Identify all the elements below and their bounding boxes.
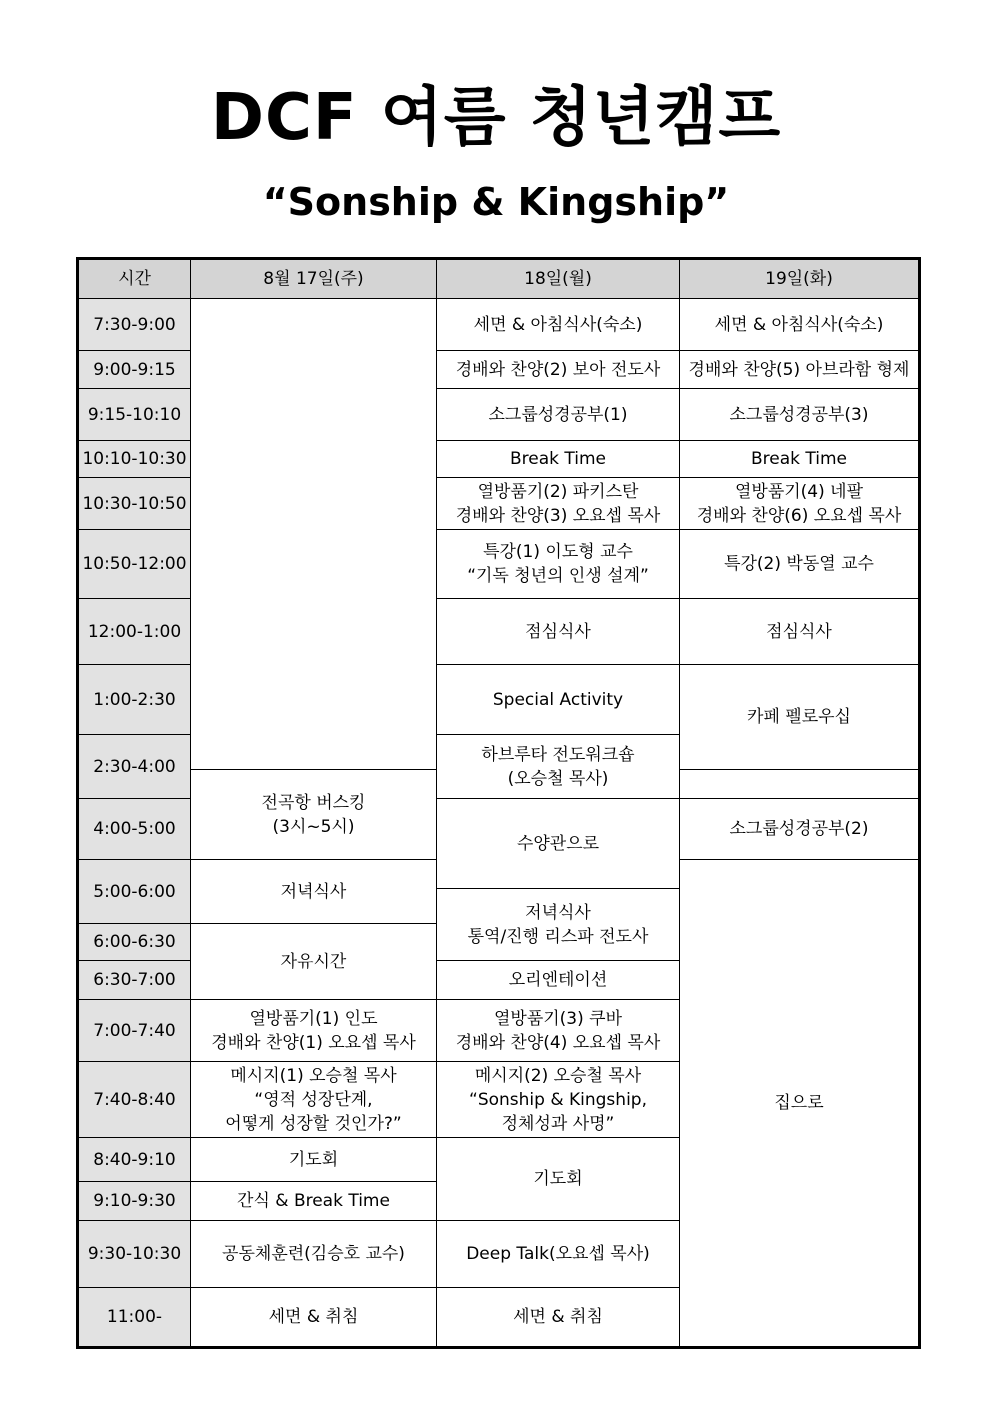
day2-prayer-fruit-2: 열방품기(3) 쿠바 경배와 찬양(4) 오요셉 목사 <box>437 1000 680 1062</box>
day1-empty-cell <box>191 299 437 770</box>
day3-worship: 경배와 찬양(5) 아브라함 형제 <box>680 351 920 389</box>
day2-lecture: 특강(1) 이도형 교수 “기독 청년의 인생 설계” <box>437 530 680 599</box>
time-cell: 10:10-10:30 <box>78 441 191 478</box>
day1-orientation: 오리엔테이션 <box>437 961 680 1000</box>
day3-prayer-fruit: 열방품기(4) 네팔 경배와 찬양(6) 오요셉 목사 <box>680 478 920 530</box>
header-row <box>78 259 920 299</box>
day3-go-home: 집으로 <box>680 860 920 1348</box>
time-cell: 12:00-1:00 <box>78 599 191 665</box>
schedule-table <box>76 257 921 1349</box>
column-header-time: 시간 <box>78 259 191 299</box>
time-cell: 6:30-7:00 <box>78 961 191 1000</box>
day2-breakfast: 세면 & 아침식사(숙소) <box>437 299 680 351</box>
time-cell: 10:50-12:00 <box>78 530 191 599</box>
time-cell: 9:10-9:30 <box>78 1182 191 1221</box>
time-cell: 7:40-8:40 <box>78 1062 191 1138</box>
day1-message: 메시지(1) 오승철 목사 “영적 성장단계, 어떻게 성장할 것인가?” <box>191 1062 437 1138</box>
day1-community-training: 공동체훈련(김승호 교수) <box>191 1221 437 1288</box>
time-cell: 9:30-10:30 <box>78 1221 191 1288</box>
day1-prayer-fruit: 열방품기(1) 인도 경배와 찬양(1) 오요셉 목사 <box>191 1000 437 1062</box>
day2-prayer-fruit: 열방품기(2) 파키스탄 경배와 찬양(3) 오요셉 목사 <box>437 478 680 530</box>
day1-bed: 세면 & 취침 <box>191 1288 437 1348</box>
day2-deep-talk: Deep Talk(오요셉 목사) <box>437 1221 680 1288</box>
column-header-day1: 8월 17일(주) <box>191 259 437 299</box>
day3-lunch: 점심식사 <box>680 599 920 665</box>
day2-small-group-2: 소그룹성경공부(2) <box>680 799 920 860</box>
time-cell: 7:30-9:00 <box>78 299 191 351</box>
day2-lunch: 점심식사 <box>437 599 680 665</box>
time-cell: 6:00-6:30 <box>78 924 191 961</box>
time-cell: 9:00-9:15 <box>78 351 191 389</box>
day3-breakfast: 세면 & 아침식사(숙소) <box>680 299 920 351</box>
day3-busking: 전곡항 버스킹 (3시~5시) <box>191 770 437 860</box>
column-header-day3: 19일(화) <box>680 259 920 299</box>
time-cell: 4:00-5:00 <box>78 799 191 860</box>
day3-lecture: 특강(2) 박동열 교수 <box>680 530 920 599</box>
time-cell: 7:00-7:40 <box>78 1000 191 1062</box>
day1-to-suyang: 수양관으로 <box>437 799 680 889</box>
day2-workshop: 하브루타 전도워크숍 (오승철 목사) <box>437 735 680 799</box>
column-header-day2: 18일(월) <box>437 259 680 299</box>
time-cell: 5:00-6:00 <box>78 860 191 924</box>
time-cell: 1:00-2:30 <box>78 665 191 735</box>
time-cell: 9:15-10:10 <box>78 389 191 441</box>
day2-worship: 경배와 찬양(2) 보아 전도사 <box>437 351 680 389</box>
page-title: DCF 여름 청년캠프 <box>210 81 782 155</box>
day2-special-activity: Special Activity <box>437 665 680 735</box>
day1-snack-break: 간식 & Break Time <box>191 1182 437 1221</box>
day3-cafe-fellowship: 카페 펠로우십 <box>680 665 920 770</box>
day2-small-group-1: 소그룹성경공부(1) <box>437 389 680 441</box>
time-cell: 10:30-10:50 <box>78 478 191 530</box>
day2-message: 메시지(2) 오승철 목사 “Sonship & Kingship, 정체성과 사명” <box>437 1062 680 1138</box>
day2-prayer-meeting: 기도회 <box>437 1138 680 1221</box>
time-cell: 11:00- <box>78 1288 191 1348</box>
time-cell: 8:40-9:10 <box>78 1138 191 1182</box>
day2-break: Break Time <box>437 441 680 478</box>
day1-dinner: 저녁식사 통역/진행 리스파 전도사 <box>437 889 680 961</box>
day2-dinner: 저녁식사 <box>191 860 437 924</box>
day1-prayer-meeting: 기도회 <box>191 1138 437 1182</box>
day2-free-time: 자유시간 <box>191 924 437 1000</box>
table-row <box>78 299 920 351</box>
page-subtitle: “Sonship & Kingship” <box>262 180 730 224</box>
day3-small-group: 소그룹성경공부(3) <box>680 389 920 441</box>
time-cell: 2:30-4:00 <box>78 735 191 799</box>
day2-bed: 세면 & 취침 <box>437 1288 680 1348</box>
day3-break: Break Time <box>680 441 920 478</box>
